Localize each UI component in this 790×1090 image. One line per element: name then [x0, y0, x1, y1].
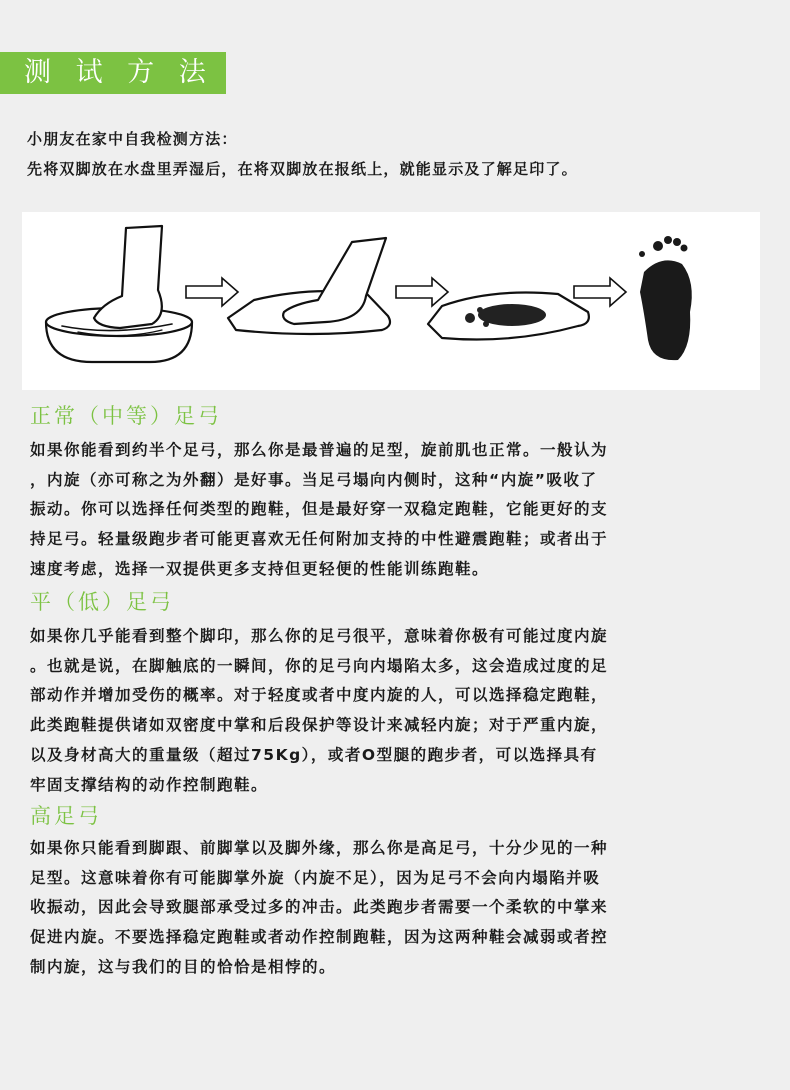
intro-line: 小朋友在家中自我检测方法： — [27, 130, 238, 148]
text-line: 速度考虑，选择一双提供更多支持但更轻便的性能训练跑鞋。 — [30, 559, 490, 578]
text-line: 此类跑鞋提供诸如双密度中掌和后段保护等设计来减轻内旋；对于严重内旋， — [30, 716, 609, 735]
footprint-on-paper-icon — [428, 293, 589, 340]
text-line: 制内旋，这与我们的目的恰恰是相悖的。 — [30, 957, 337, 976]
text-line: 部动作并增加受伤的概率。对于轻度或者中度内旋的人，可以选择稳定跑鞋， — [30, 686, 609, 705]
arrow-icon — [186, 278, 238, 306]
intro-text — [27, 124, 767, 184]
section-text-high-arch — [30, 834, 770, 983]
text-line: 促进内旋。不要选择稳定跑鞋或者动作控制跑鞋，因为这两种鞋会减弱或者控 — [30, 928, 609, 947]
text-line: 如果你能看到约半个足弓，那么你是最普遍的足型，旋前肌也正常。一般认为 — [30, 441, 609, 459]
section-text-normal-arch — [30, 436, 770, 585]
section-text-flat-arch — [30, 622, 770, 800]
section-title-normal-arch: 正常（中等）足弓 — [30, 404, 222, 428]
text-line: 振动。你可以选择任何类型的跑鞋，但是最好穿一双稳定跑鞋，它能更好的支 — [30, 500, 609, 519]
text-line: ，内旋（亦可称之为外翻）是好事。当足弓塌向内侧时，这种“内旋”吸收了 — [30, 470, 598, 489]
intro-line: 先将双脚放在水盘里弄湿后，在将双脚放在报纸上，就能显示及了解足印了。 — [27, 160, 578, 178]
foot-on-towel-icon — [228, 238, 390, 334]
page-title: 测 试 方 法 — [0, 52, 226, 94]
text-line: 如果你几乎能看到整个脚印，那么你的足弓很平，意味着你极有可能过度内旋 — [30, 627, 609, 645]
text-line: 以及身材高大的重量级（超过75Kg），或者O型腿的跑步者，可以选择具有 — [30, 745, 598, 764]
text-line: 牢固支撑结构的动作控制跑鞋。 — [30, 775, 269, 794]
arrow-icon — [396, 278, 448, 306]
section-title-high-arch: 高足弓 — [30, 804, 102, 828]
section-title-flat-arch: 平（低）足弓 — [30, 590, 174, 614]
text-line: 持足弓。轻量级跑步者可能更喜欢无任何附加支持的中性避震跑鞋；或者出于 — [30, 530, 609, 549]
foot-in-water-basin-icon — [46, 226, 192, 362]
footprint-test-illustration — [22, 212, 760, 390]
arrow-icon — [574, 278, 626, 306]
text-line: 如果你只能看到脚跟、前脚掌以及脚外缘，那么你是高足弓，十分少见的一种 — [30, 839, 609, 857]
text-line: 足型。这意味着你有可能脚掌外旋（内旋不足），因为足弓不会向内塌陷并吸 — [30, 868, 601, 887]
footprint-icon — [639, 236, 692, 360]
text-line: 。也就是说，在脚触底的一瞬间，你的足弓向内塌陷太多，这会造成过度的足 — [30, 656, 609, 675]
text-line: 收振动，因此会导致腿部承受过多的冲击。此类跑步者需要一个柔软的中掌来 — [30, 898, 609, 917]
